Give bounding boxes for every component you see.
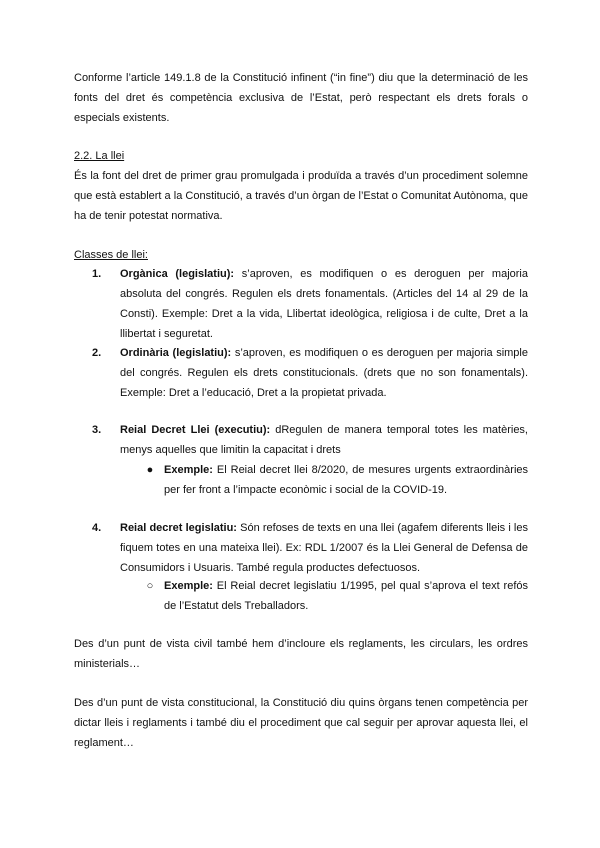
list-term: Reial decret legislatiu: [120, 522, 237, 534]
list-number: 4. [92, 522, 102, 534]
intro-paragraph: Conforme l’article 149.1.8 de la Constitució infinent (“in fine”) diu que la determinació de les fonts del dret és competència exclusiva de l’Estat, però respectant els drets forals o especials existents. [74, 72, 528, 124]
bullet-icon: ○ [146, 580, 154, 592]
list-term: Orgànica (legislatiu): [120, 268, 235, 280]
sub-item-example-3 [74, 460, 528, 500]
list-text: s’aproven, es modifiquen o es deroguen per majoria absoluta del congrés. Regulen els drets fonamentals. (Articles del 14 al 29 de la Consti). Exemple: Dret a la vida, Llibertat ideològica, religiosa i de culte, Dret a la llibertat i seguretat. [120, 268, 528, 340]
classes-title: Classes de llei: [74, 249, 148, 261]
list-number: 3. [92, 424, 102, 436]
sub-text: El Reial decret legislatiu 1/1995, pel qual s’aprova el text refós de l’Estatut dels Treballadors. [164, 580, 528, 612]
list-item-reial-decret-llei [74, 420, 528, 460]
list-term: Reial Decret Llei (executiu): [120, 424, 271, 436]
list-text: dRegulen de manera temporal totes les matèries, menys aquelles que limitin la capacitat i drets [120, 424, 528, 456]
list-text: s’aproven, es modifiquen o es deroguen per majoria simple del congrés. Regulen els drets constitucionals. (drets que no son fonamentals). Exemple: Dret a l’educació, Dret a la propietat privada. [120, 347, 528, 399]
sub-text: El Reial decret llei 8/2020, de mesures urgents extraordinàries per fer front a l’impacte econòmic i social de la COVID-19. [164, 464, 528, 496]
section-paragraph: És la font del dret de primer grau promulgada i produïda a través d’un procediment solemne que està establert a la Constitució, a través d’un òrgan de l’Estat o Comunitat Autònoma, que ha de tenir potestat normativa. [74, 170, 528, 222]
closing-paragraph-constitutional: Des d’un punt de vista constitucional, la Constitució diu quins òrgans tenen competència per dictar lleis i reglaments i també diu el procediment que cal seguir per aprovar aquesta llei, el reglament… [74, 697, 528, 749]
list-number: 1. [92, 268, 102, 280]
sub-label: Exemple: [164, 580, 213, 592]
list-item-ordinaria [74, 343, 528, 403]
list-number: 2. [92, 347, 102, 359]
bullet-icon: ● [146, 464, 154, 476]
list-text: Són refoses de texts en una llei (agafem diferents lleis i les fiquem totes en una mateixa llei). Ex: RDL 1/2007 és la Llei General de Defensa de Consumidors i Usuaris. També regula productes defectuosos. [120, 522, 528, 574]
closing-paragraph-civil: Des d’un punt de vista civil també hem d’incloure els reglaments, les circulars, les ordres ministerials… [74, 638, 528, 670]
list-item-reial-decret-legislatiu [74, 518, 528, 578]
list-item-organica [74, 264, 528, 344]
list-term: Ordinària (legislatiu): [120, 347, 232, 359]
sub-label: Exemple: [164, 464, 213, 476]
sub-item-example-4 [74, 576, 528, 616]
section-heading: 2.2. La llei [74, 150, 125, 162]
